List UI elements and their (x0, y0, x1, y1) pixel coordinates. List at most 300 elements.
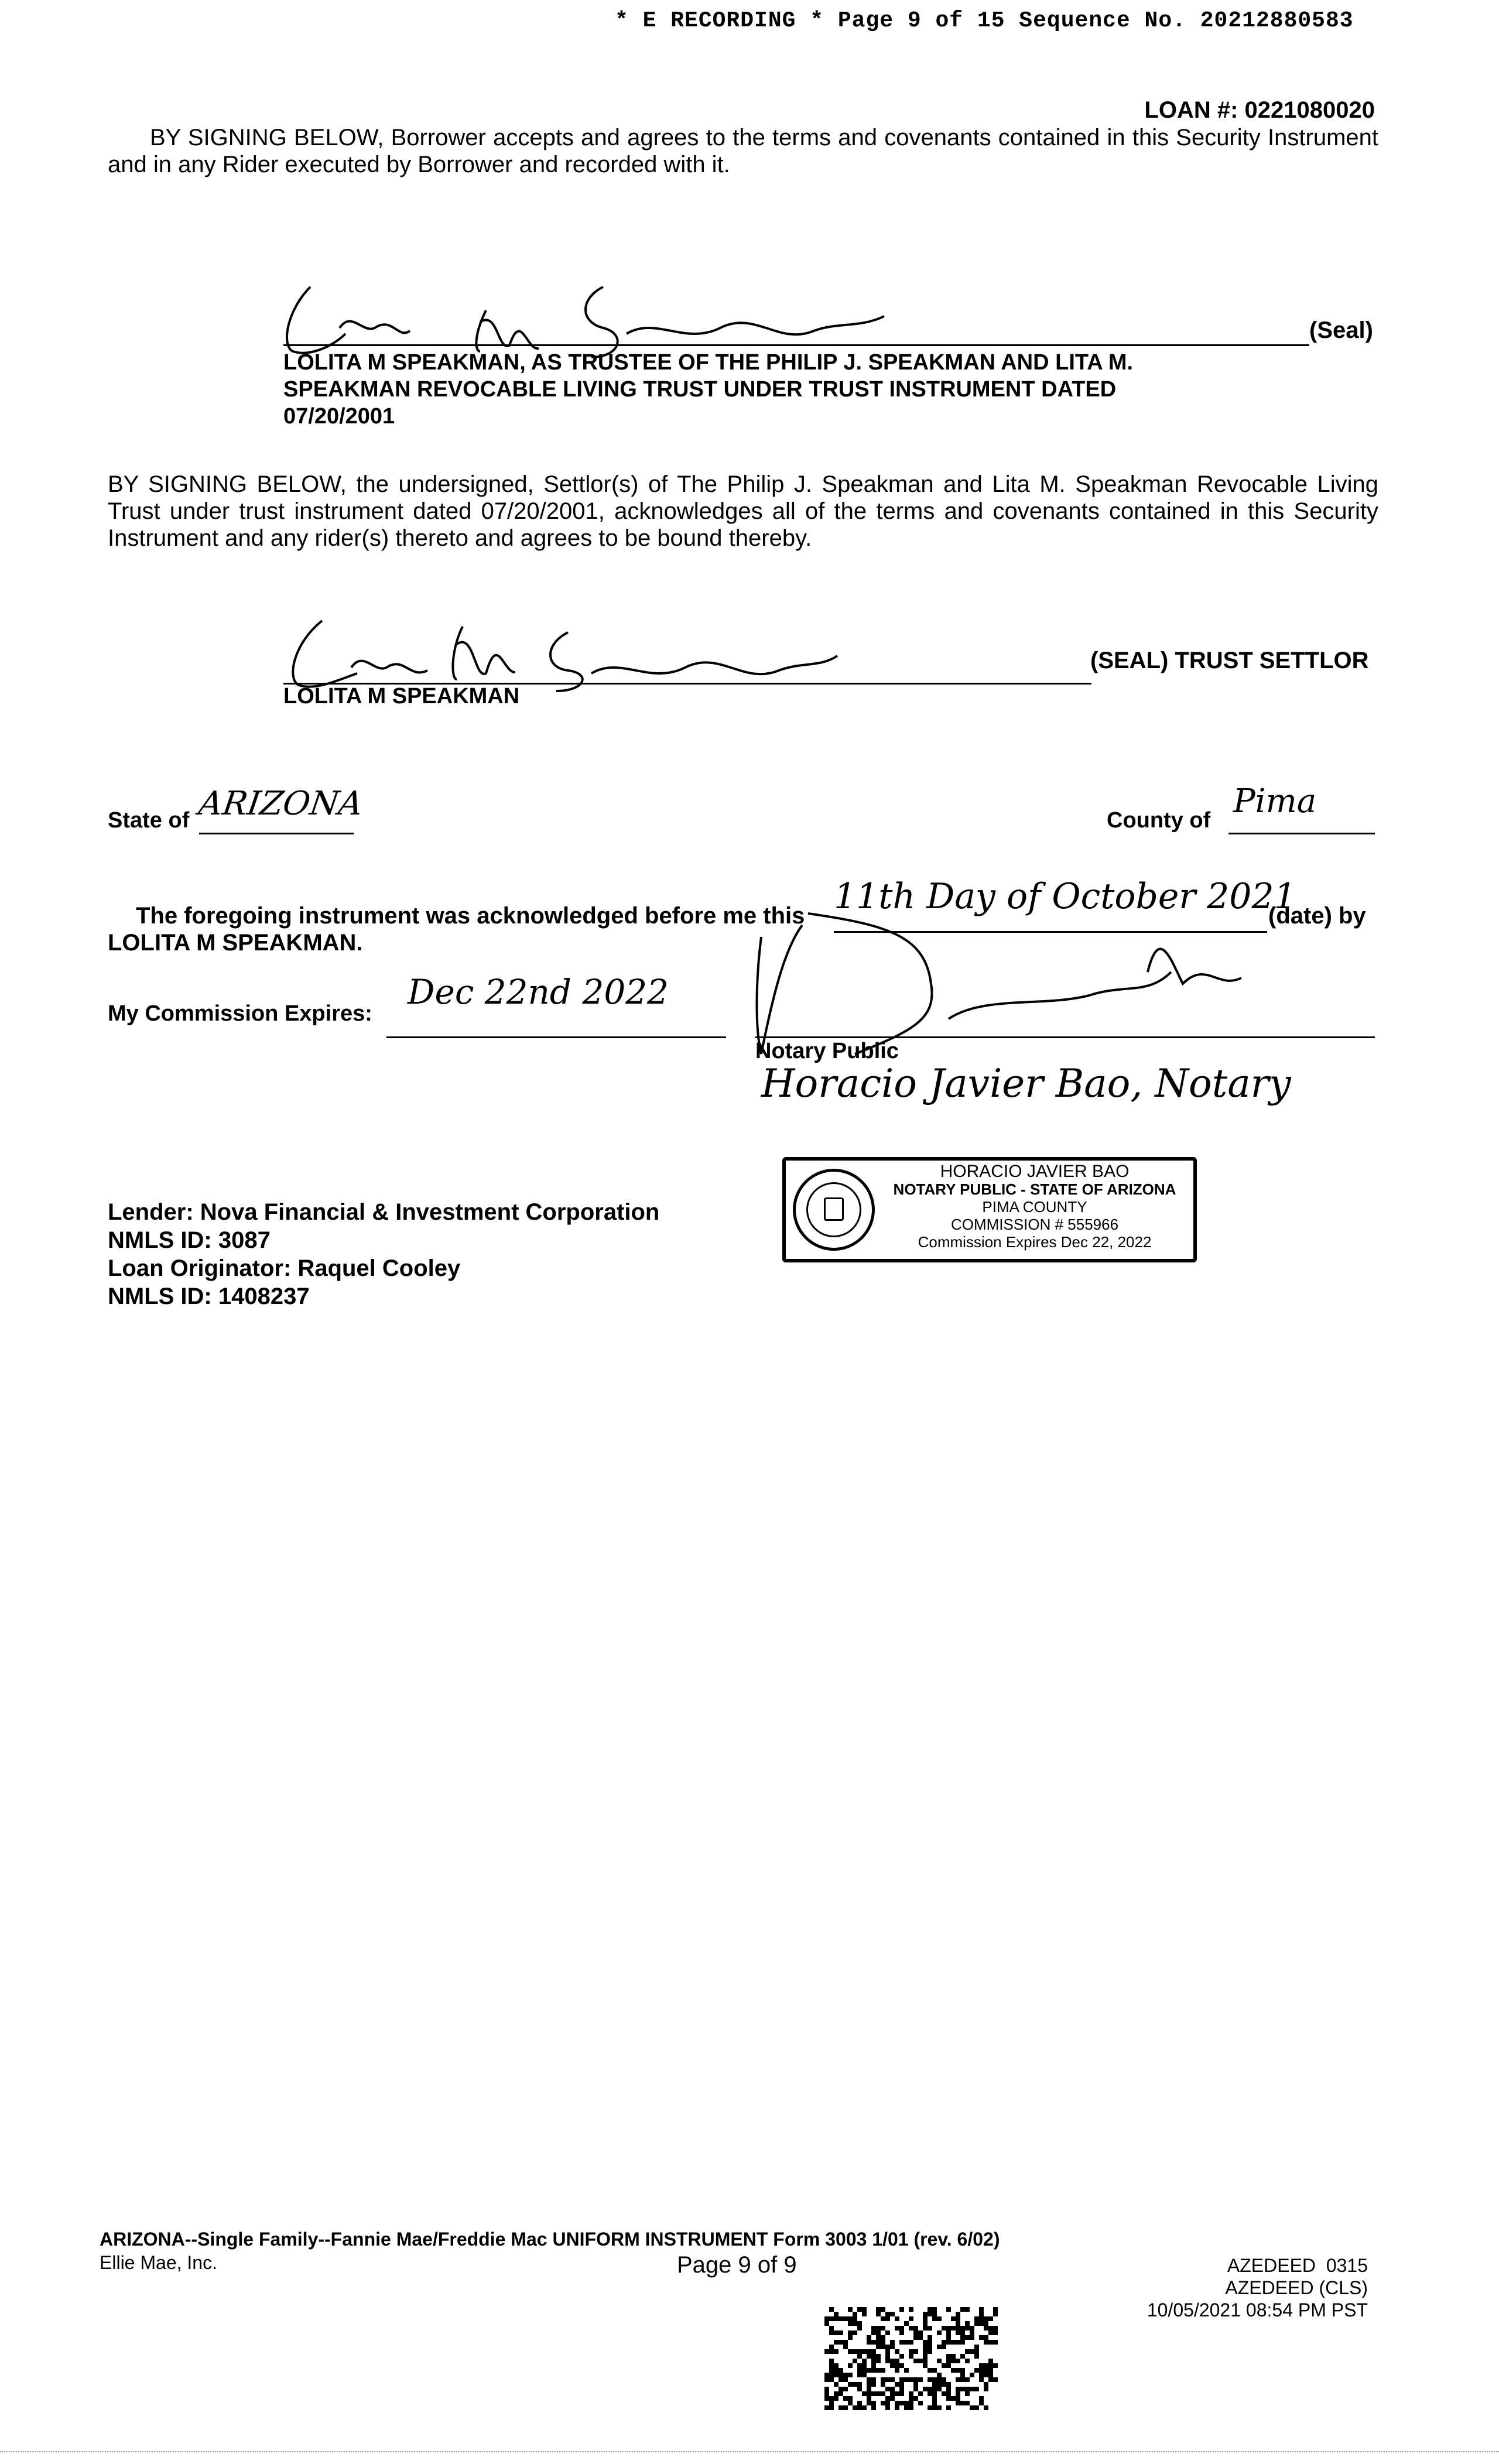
barcode-module (881, 2391, 885, 2396)
recording-header: * E RECORDING * Page 9 of 15 Sequence No. 20212880583 (615, 8, 1354, 33)
barcode-module (857, 2349, 862, 2354)
barcode-module (923, 2363, 928, 2368)
barcode-module (988, 2377, 993, 2382)
barcode-module (960, 2401, 965, 2405)
barcode-module (871, 2363, 876, 2368)
barcode-module (899, 2326, 904, 2330)
settlor-seal-label: (SEAL) TRUST SETTLOR (1090, 648, 1369, 673)
barcode-module (956, 2359, 960, 2363)
barcode-module (932, 2368, 937, 2373)
barcode-module (923, 2354, 928, 2359)
notary-stamp-title: NOTARY PUBLIC - STATE OF ARIZONA (893, 1180, 1176, 1198)
barcode-module (885, 2312, 890, 2316)
barcode-module (848, 2316, 853, 2321)
barcode-module (876, 2335, 881, 2340)
barcode-module (829, 2349, 834, 2354)
barcode-module (895, 2316, 899, 2321)
settlor-acknowledgement-paragraph: BY SIGNING BELOW, the undersigned, Settlor(s) of The Philip J. Speakman and Lita M. Speakman Revocable Living Trust under trust instrument dated 07/20/2001, acknowledges all of the terms and covenants contained in this Security Instrument and any rider(s) thereto and agrees to be bound thereby. (108, 471, 1378, 551)
barcode-module (881, 2368, 885, 2373)
notary-public-label: Notary Public (755, 1039, 899, 1063)
barcode-module (942, 2363, 946, 2368)
barcode-module (848, 2321, 853, 2326)
barcode-module (956, 2340, 960, 2345)
barcode-module (918, 2377, 923, 2382)
footer-codes (1147, 2254, 1368, 2321)
barcode-module (899, 2330, 904, 2335)
barcode-module (885, 2405, 890, 2410)
barcode-module (867, 2340, 871, 2345)
borrower-seal-label: (Seal) (1309, 317, 1373, 343)
barcode-module (824, 2387, 829, 2391)
barcode-module (862, 2307, 867, 2312)
barcode-module (881, 2382, 885, 2387)
barcode-module (839, 2387, 843, 2391)
barcode-module (937, 2316, 942, 2321)
barcode-module (993, 2312, 998, 2316)
barcode-module (862, 2405, 867, 2410)
barcode-module (848, 2382, 853, 2387)
barcode-module (918, 2330, 923, 2335)
barcode-module (904, 2321, 909, 2326)
barcode-module (824, 2349, 829, 2354)
acknowledgement-name: LOLITA M SPEAKMAN. (108, 930, 363, 956)
barcode-module (984, 2368, 988, 2373)
barcode-module (965, 2326, 970, 2330)
barcode-module (960, 2326, 965, 2330)
borrower-signer-name-line3: 07/20/2001 (283, 404, 395, 429)
barcode-module (829, 2363, 834, 2368)
barcode-module (848, 2363, 853, 2368)
barcode-module (979, 2363, 984, 2368)
barcode-module (871, 2405, 876, 2410)
barcode-module (960, 2373, 965, 2377)
barcode-module (857, 2401, 862, 2405)
barcode-module (984, 2316, 988, 2321)
barcode-module (913, 2377, 918, 2382)
barcode-module (946, 2396, 951, 2401)
barcode-module (928, 2368, 932, 2373)
barcode-module (993, 2307, 998, 2312)
barcode-module (951, 2396, 956, 2401)
barcode-module (979, 2373, 984, 2377)
barcode-module (970, 2387, 974, 2391)
barcode-module (942, 2326, 946, 2330)
barcode-module (988, 2330, 993, 2335)
county-label: County of (1107, 808, 1211, 833)
barcode-module (956, 2396, 960, 2401)
barcode-module (876, 2359, 881, 2363)
barcode-module (942, 2340, 946, 2345)
barcode-module (857, 2405, 862, 2410)
barcode-module (857, 2307, 862, 2312)
footer-code2: AZEDEED (CLS) (1225, 2277, 1368, 2298)
barcode-module (946, 2330, 951, 2335)
barcode-module (829, 2396, 834, 2401)
barcode-module (970, 2373, 974, 2377)
barcode-module (979, 2377, 984, 2382)
barcode-module (946, 2340, 951, 2345)
barcode-module (942, 2345, 946, 2349)
barcode-module (871, 2382, 876, 2387)
barcode-module (946, 2307, 951, 2312)
barcode-module (988, 2326, 993, 2330)
barcode-module (834, 2330, 839, 2335)
barcode-module (839, 2368, 843, 2373)
barcode-module (890, 2387, 895, 2391)
barcode-module (918, 2401, 923, 2405)
barcode-module (876, 2340, 881, 2345)
barcode-module (937, 2330, 942, 2335)
barcode-icon (824, 2307, 1001, 2410)
barcode-module (829, 2401, 834, 2405)
barcode-module (857, 2321, 862, 2326)
barcode-module (848, 2401, 853, 2405)
barcode-module (871, 2326, 876, 2330)
barcode-module (843, 2316, 848, 2321)
barcode-module (848, 2373, 853, 2377)
barcode-module (857, 2373, 862, 2377)
barcode-module (951, 2340, 956, 2345)
footer-code1: AZEDEED 0315 (1227, 2255, 1368, 2276)
barcode-module (984, 2405, 988, 2410)
barcode-module (993, 2363, 998, 2368)
barcode-module (913, 2359, 918, 2363)
commission-line (386, 1036, 726, 1038)
barcode-module (843, 2405, 848, 2410)
barcode-module (956, 2330, 960, 2335)
barcode-module (881, 2335, 885, 2340)
barcode-module (824, 2405, 829, 2410)
notary-signature-handwriting: Horacio Javier Bao, Notary (761, 1061, 1291, 1106)
notary-stamp-text (879, 1163, 1190, 1251)
barcode-drawing (824, 2307, 1001, 2410)
barcode-module (984, 2335, 988, 2340)
barcode-module (899, 2377, 904, 2382)
barcode-module (834, 2340, 839, 2345)
barcode-module (867, 2391, 871, 2396)
barcode-module (853, 2382, 857, 2387)
barcode-module (876, 2368, 881, 2373)
originator-nmls: NMLS ID: 1408237 (108, 1284, 310, 1309)
barcode-module (839, 2405, 843, 2410)
barcode-module (984, 2387, 988, 2391)
barcode-module (932, 2377, 937, 2382)
barcode-module (960, 2368, 965, 2373)
barcode-module (895, 2382, 899, 2387)
barcode-module (984, 2326, 988, 2330)
barcode-module (979, 2312, 984, 2316)
barcode-module (913, 2382, 918, 2387)
barcode-module (853, 2359, 857, 2363)
barcode-module (909, 2349, 913, 2354)
barcode-module (885, 2316, 890, 2321)
barcode-module (913, 2396, 918, 2401)
scan-edge-line (0, 2451, 1499, 2452)
barcode-module (848, 2335, 853, 2340)
barcode-module (932, 2307, 937, 2312)
barcode-module (895, 2391, 899, 2396)
barcode-module (928, 2387, 932, 2391)
lender-nmls: NMLS ID: 3087 (108, 1227, 271, 1253)
barcode-module (839, 2316, 843, 2321)
footer-timestamp: 10/05/2021 08:54 PM PST (1147, 2299, 1368, 2321)
barcode-module (909, 2316, 913, 2321)
barcode-module (993, 2377, 998, 2382)
barcode-module (946, 2405, 951, 2410)
barcode-module (951, 2326, 956, 2330)
barcode-module (867, 2401, 871, 2405)
barcode-module (890, 2396, 895, 2401)
barcode-module (881, 2326, 885, 2330)
barcode-module (913, 2330, 918, 2335)
barcode-module (895, 2326, 899, 2330)
barcode-module (839, 2373, 843, 2377)
barcode-module (885, 2349, 890, 2354)
notary-seal-icon (793, 1169, 875, 1251)
barcode-module (881, 2345, 885, 2349)
barcode-module (895, 2349, 899, 2354)
barcode-module (909, 2405, 913, 2410)
barcode-module (829, 2377, 834, 2382)
barcode-module (946, 2391, 951, 2396)
barcode-module (867, 2377, 871, 2382)
barcode-module (960, 2340, 965, 2345)
barcode-module (829, 2405, 834, 2410)
barcode-module (951, 2316, 956, 2321)
barcode-module (834, 2312, 839, 2316)
barcode-module (965, 2335, 970, 2340)
barcode-module (857, 2382, 862, 2387)
barcode-module (839, 2340, 843, 2345)
barcode-module (965, 2391, 970, 2396)
barcode-module (974, 2405, 979, 2410)
barcode-module (993, 2326, 998, 2330)
barcode-module (974, 2316, 979, 2321)
barcode-module (932, 2405, 937, 2410)
notary-stamp-name: HORACIO JAVIER BAO (940, 1162, 1130, 1181)
barcode-module (923, 2321, 928, 2326)
barcode-module (862, 2359, 867, 2363)
barcode-module (843, 2396, 848, 2401)
barcode-module (932, 2391, 937, 2396)
barcode-module (829, 2330, 834, 2335)
barcode-module (923, 2345, 928, 2349)
barcode-module (853, 2405, 857, 2410)
barcode-module (913, 2387, 918, 2391)
notary-signature-line (755, 1036, 1375, 1038)
barcode-module (834, 2368, 839, 2373)
barcode-module (979, 2335, 984, 2340)
barcode-module (970, 2326, 974, 2330)
barcode-module (853, 2349, 857, 2354)
barcode-module (970, 2405, 974, 2410)
barcode-module (970, 2349, 974, 2354)
settlor-signer-name: LOLITA M SPEAKMAN (283, 684, 520, 709)
barcode-module (974, 2354, 979, 2359)
barcode-module (923, 2312, 928, 2316)
barcode-module (885, 2377, 890, 2382)
barcode-module (965, 2349, 970, 2354)
notary-stamp-commission: COMMISSION # 555966 (950, 1216, 1119, 1233)
barcode-module (857, 2326, 862, 2330)
barcode-module (932, 2312, 937, 2316)
barcode-module (885, 2330, 890, 2335)
barcode-module (824, 2316, 829, 2321)
barcode-module (988, 2368, 993, 2373)
barcode-module (843, 2377, 848, 2382)
barcode-module (867, 2368, 871, 2373)
barcode-module (829, 2326, 834, 2330)
barcode-module (970, 2335, 974, 2340)
barcode-module (956, 2326, 960, 2330)
barcode-module (824, 2391, 829, 2396)
barcode-module (974, 2387, 979, 2391)
barcode-module (890, 2377, 895, 2382)
barcode-module (904, 2377, 909, 2382)
barcode-module (839, 2330, 843, 2335)
barcode-module (928, 2349, 932, 2354)
barcode-module (829, 2359, 834, 2363)
barcode-module (984, 2382, 988, 2387)
barcode-module (824, 2321, 829, 2326)
barcode-module (937, 2345, 942, 2349)
acknowledgement-date-by: (date) by (1268, 903, 1366, 929)
barcode-module (988, 2359, 993, 2363)
commission-date-handwriting: Dec 22nd 2022 (408, 972, 669, 1012)
barcode-module (885, 2359, 890, 2363)
barcode-module (979, 2396, 984, 2401)
barcode-module (843, 2387, 848, 2391)
barcode-module (965, 2321, 970, 2326)
barcode-module (867, 2349, 871, 2354)
barcode-module (839, 2377, 843, 2382)
footer-form-title: ARIZONA--Single Family--Fannie Mae/Freddie Mac UNIFORM INSTRUMENT Form 3003 1/01 (rev. 6/02) (100, 2229, 1000, 2250)
barcode-module (829, 2368, 834, 2373)
barcode-module (876, 2354, 881, 2359)
barcode-module (853, 2316, 857, 2321)
barcode-module (848, 2330, 853, 2335)
barcode-module (956, 2321, 960, 2326)
barcode-module (871, 2377, 876, 2382)
barcode-module (937, 2359, 942, 2363)
barcode-module (876, 2307, 881, 2312)
barcode-module (881, 2316, 885, 2321)
barcode-module (946, 2359, 951, 2363)
barcode-module (932, 2401, 937, 2405)
barcode-module (834, 2349, 839, 2354)
barcode-module (942, 2377, 946, 2382)
barcode-module (834, 2363, 839, 2368)
barcode-module (853, 2312, 857, 2316)
barcode-module (984, 2363, 988, 2368)
barcode-module (923, 2349, 928, 2354)
barcode-module (890, 2345, 895, 2349)
barcode-module (923, 2359, 928, 2363)
barcode-module (857, 2354, 862, 2359)
barcode-module (932, 2387, 937, 2391)
barcode-module (862, 2368, 867, 2373)
barcode-module (946, 2382, 951, 2387)
notary-stamp-expires: Commission Expires Dec 22, 2022 (918, 1233, 1152, 1251)
barcode-module (843, 2373, 848, 2377)
barcode-module (928, 2307, 932, 2312)
barcode-module (853, 2321, 857, 2326)
footer-vendor: Ellie Mae, Inc. (100, 2252, 217, 2273)
barcode-module (829, 2307, 834, 2312)
barcode-module (899, 2401, 904, 2405)
barcode-module (871, 2391, 876, 2396)
barcode-module (928, 2326, 932, 2330)
barcode-module (848, 2349, 853, 2354)
barcode-module (824, 2396, 829, 2401)
notary-stamp (782, 1157, 1197, 1262)
barcode-module (937, 2387, 942, 2391)
barcode-module (932, 2382, 937, 2387)
barcode-module (946, 2326, 951, 2330)
barcode-module (871, 2368, 876, 2373)
barcode-module (960, 2387, 965, 2391)
barcode-module (942, 2382, 946, 2387)
state-line (199, 833, 354, 834)
commission-expires-label: My Commission Expires: (108, 1001, 372, 1026)
barcode-module (829, 2316, 834, 2321)
barcode-module (862, 2349, 867, 2354)
barcode-module (979, 2307, 984, 2312)
barcode-module (937, 2405, 942, 2410)
barcode-module (867, 2396, 871, 2401)
borrower-signer-name (283, 349, 1133, 430)
barcode-module (895, 2359, 899, 2363)
barcode-module (984, 2340, 988, 2345)
barcode-module (862, 2312, 867, 2316)
barcode-module (928, 2377, 932, 2382)
barcode-module (956, 2401, 960, 2405)
barcode-module (970, 2330, 974, 2335)
barcode-module (909, 2326, 913, 2330)
barcode-module (871, 2330, 876, 2335)
barcode-module (932, 2396, 937, 2401)
barcode-module (899, 2340, 904, 2345)
barcode-module (862, 2391, 867, 2396)
barcode-module (853, 2330, 857, 2335)
loan-number: LOAN #: 0221080020 (1144, 97, 1375, 123)
barcode-module (956, 2368, 960, 2373)
lender-info (108, 1198, 659, 1310)
barcode-module (899, 2391, 904, 2396)
barcode-module (913, 2349, 918, 2354)
barcode-module (867, 2354, 871, 2359)
barcode-module (876, 2345, 881, 2349)
barcode-module (834, 2382, 839, 2387)
barcode-module (871, 2354, 876, 2359)
barcode-module (895, 2401, 899, 2405)
barcode-module (951, 2359, 956, 2363)
borrower-signature-line (283, 344, 1309, 346)
barcode-module (876, 2312, 881, 2316)
barcode-module (960, 2330, 965, 2335)
borrower-acceptance-paragraph: BY SIGNING BELOW, Borrower accepts and agrees to the terms and covenants contained in this Security Instrument and in any Rider executed by Borrower and recorded with it. (108, 125, 1378, 177)
barcode-module (857, 2363, 862, 2368)
barcode-module (946, 2354, 951, 2359)
barcode-module (956, 2387, 960, 2391)
barcode-module (890, 2391, 895, 2396)
barcode-module (993, 2340, 998, 2345)
barcode-module (904, 2340, 909, 2345)
barcode-module (979, 2321, 984, 2326)
barcode-module (960, 2377, 965, 2382)
barcode-module (885, 2354, 890, 2359)
barcode-module (867, 2387, 871, 2391)
